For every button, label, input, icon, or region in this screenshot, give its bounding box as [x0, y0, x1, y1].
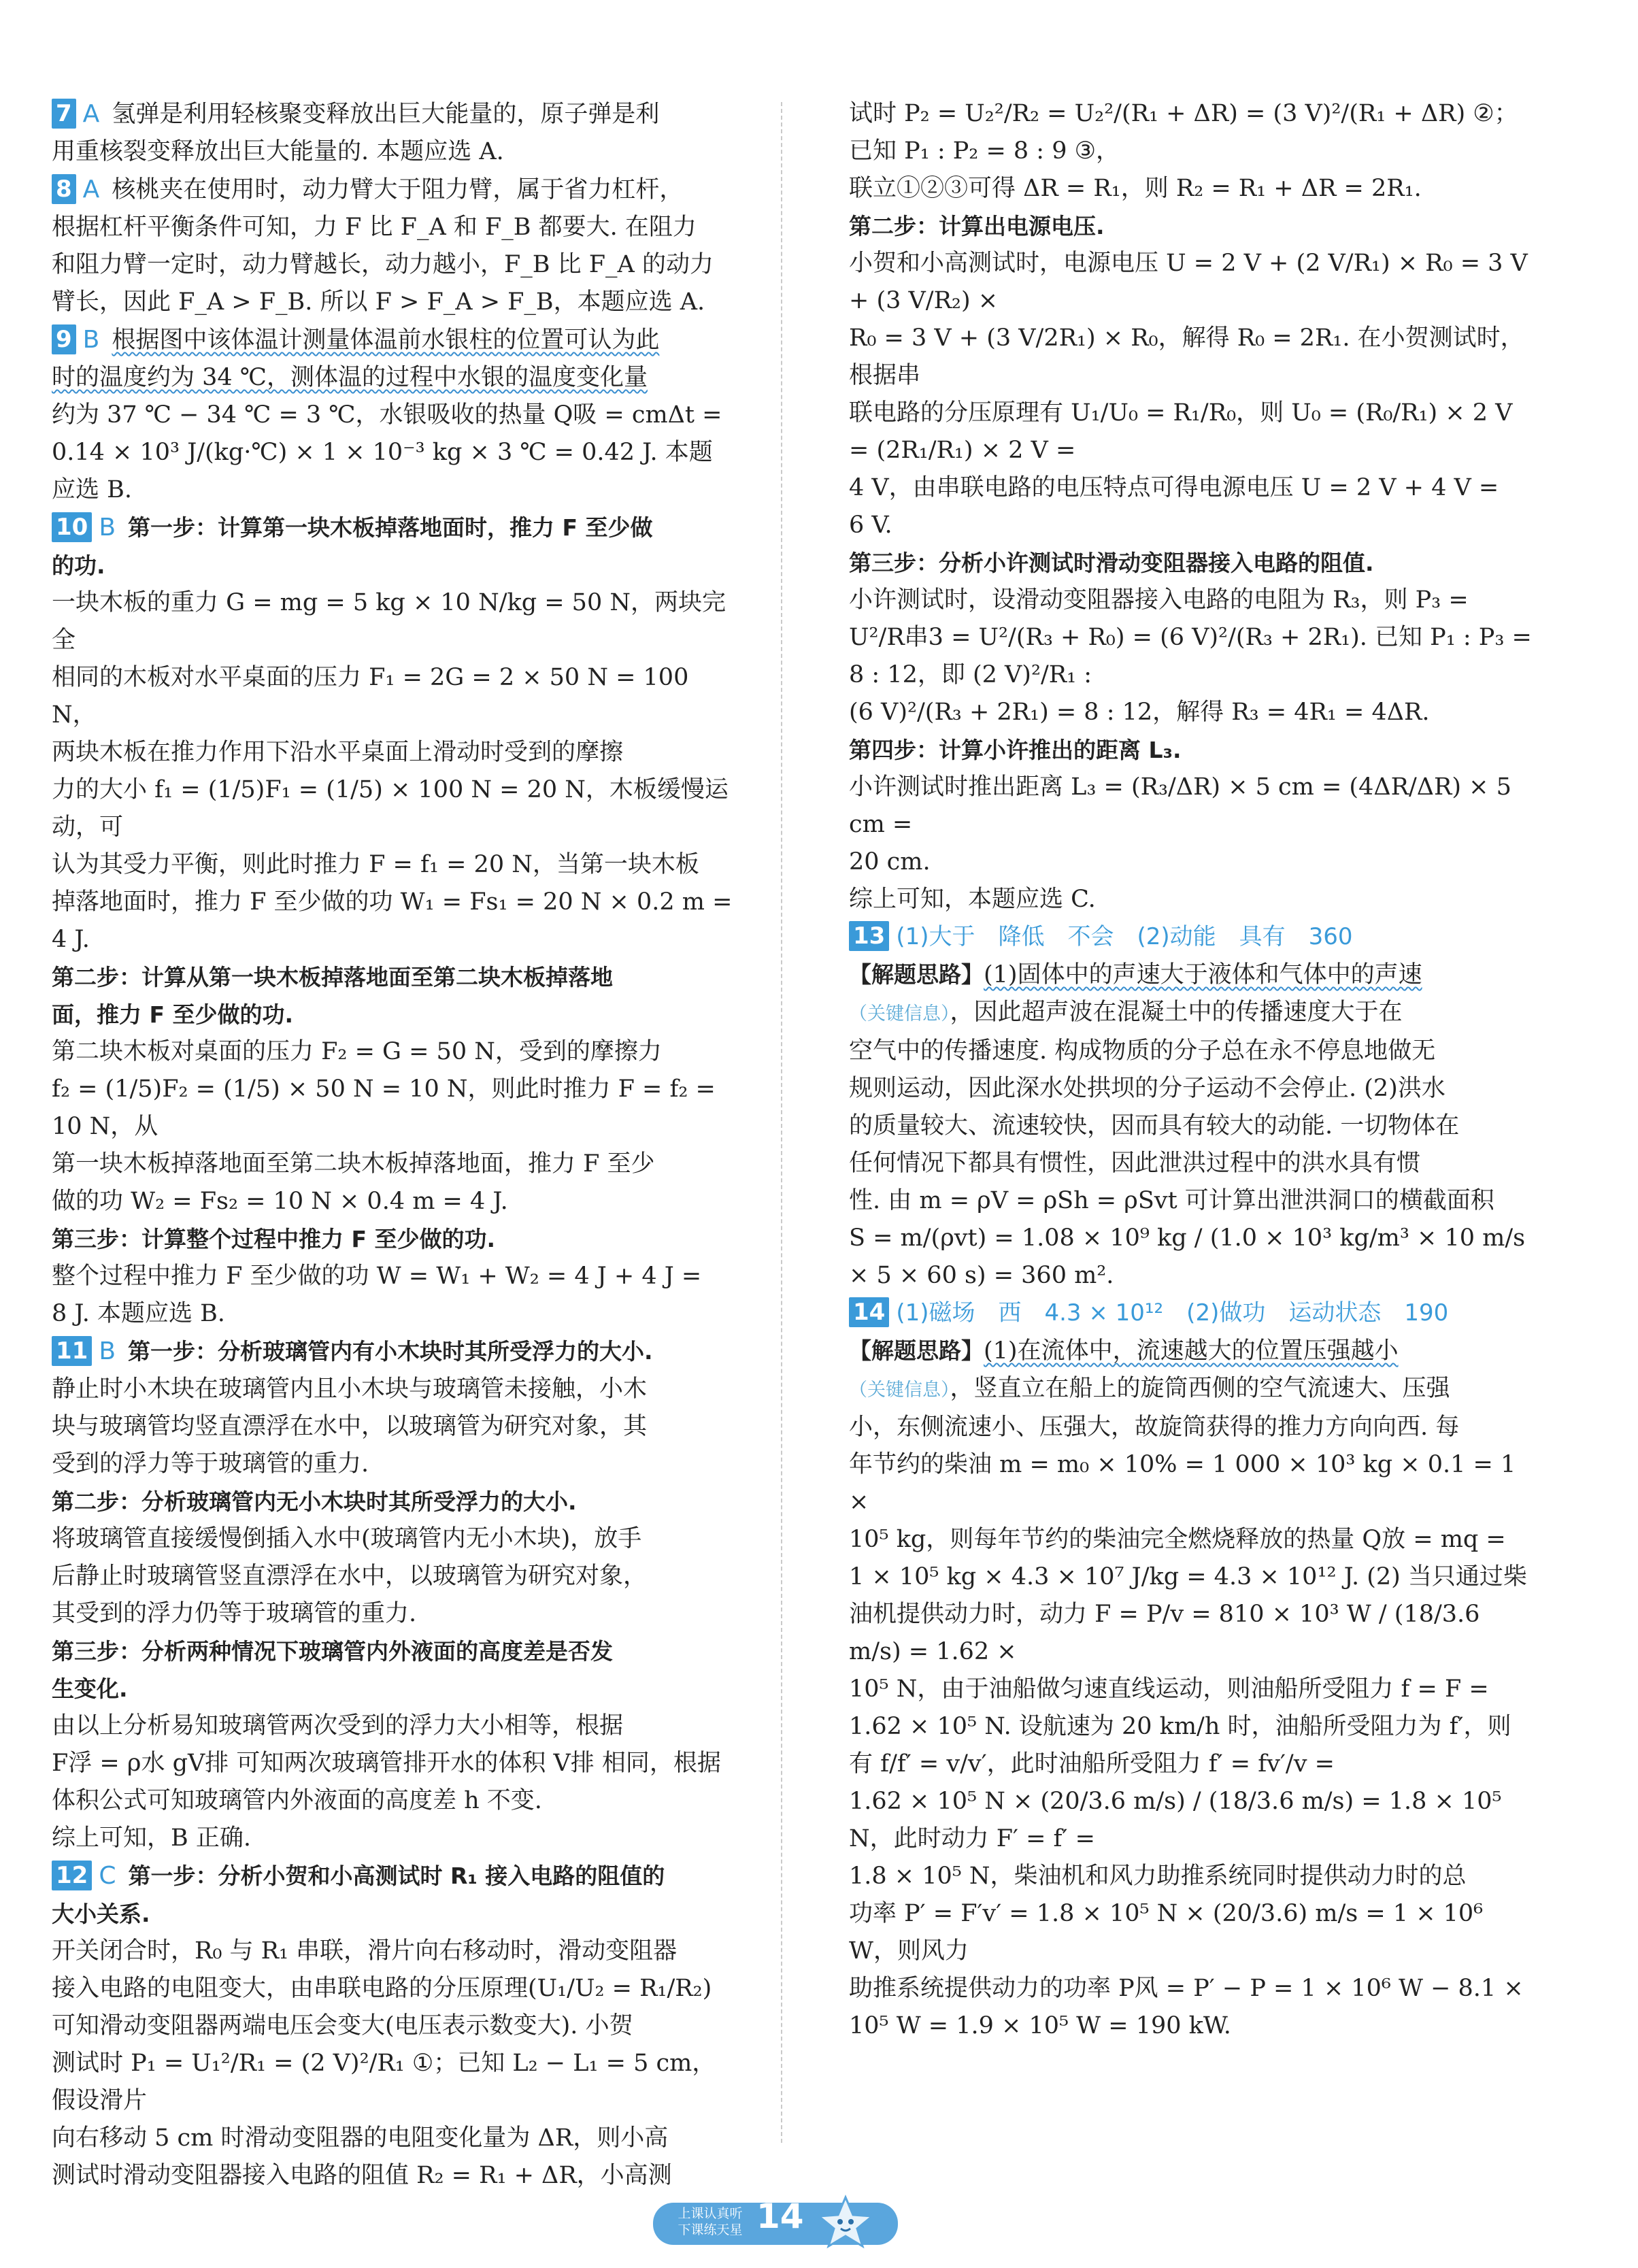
answer-choice: A — [82, 176, 100, 203]
text-line: U²/R串3 = U²/(R₃ + R₀) = (6 V)²/(R₃ + 2R₁). 已知 P₁ : P₃ = 8 : 12，即 (2 V)²/R₁ : — [849, 624, 1532, 688]
key-info-tag: （关键信息） — [849, 1003, 950, 1024]
text-line: 10⁵ kg，则每年节约的柴油完全燃烧释放的热量 Q放 = mq = — [849, 1526, 1506, 1553]
solution-label: 【解题思路】 — [849, 961, 984, 988]
text-line: 综上可知，B 正确. — [52, 1824, 251, 1852]
text-line: 小贺和小高测试时，电源电压 U = 2 V + (2 V/R₁) × R₀ = 3 V + (3 V/R₂) × — [849, 250, 1528, 314]
slogan-line: 上课认真听 — [678, 2206, 743, 2221]
answer-item-12-continued — [849, 95, 1537, 918]
text-line: 功率 P′ = F′v′ = 1.8 × 10⁵ N × (20/3.6) m/s = 1 × 10⁶ W，则风力 — [849, 1900, 1484, 1965]
text-line: 有 f/f′ = v/v′，此时油船所受阻力 f′ = fv′/v = — [849, 1750, 1335, 1778]
text-line: 相同的木板对水平桌面的压力 F₁ = 2G = 2 × 50 N = 100 N， — [52, 664, 689, 729]
text-line: 6 V. — [849, 512, 892, 539]
text-line: ，因此超声波在混凝土中的传播速度大于在 — [950, 999, 1403, 1026]
text-line: 10⁵ N，由于油船做匀速直线运动，则油船所受阻力 f = F = — [849, 1675, 1489, 1703]
text-line: 认为其受力平衡，则此时推力 F = f₁ = 20 N，当第一块木板 — [52, 851, 699, 878]
step-heading: 第二步：计算出电源电压. — [849, 213, 1105, 239]
answer-item-10 — [52, 509, 739, 1333]
text-line: 后静止时玻璃管竖直漂浮在水中，以玻璃管为研究对象， — [52, 1563, 648, 1590]
question-number: 11 — [52, 1336, 92, 1366]
answer-item-14 — [849, 1295, 1537, 2045]
page-number: 14 — [756, 2197, 804, 2236]
text-line: 第二块木板对桌面的压力 F₂ = G = 50 N，受到的摩擦力 — [52, 1038, 662, 1065]
text-line: 应选 B. — [52, 476, 132, 503]
answer-choice: B — [82, 326, 100, 354]
slogan-line: 下课练天星 — [678, 2222, 743, 2237]
text-line: 综上可知，本题应选 C. — [849, 886, 1096, 913]
text-line: 空气中的传播速度. 构成物质的分子总在永不停息地做无 — [849, 1037, 1436, 1065]
step-heading: 第二步：分析玻璃管内无小木块时其所受浮力的大小. — [52, 1488, 577, 1515]
step-heading: 第一步：分析玻璃管内有小木块时其所受浮力的大小. — [128, 1338, 653, 1365]
text-line: 根据杠杆平衡条件可知，力 F 比 F_A 和 F_B 都要大. 在阻力 — [52, 214, 697, 241]
step-heading: 第三步：分析两种情况下玻璃管内外液面的高度差是否发 — [52, 1638, 613, 1665]
text-line: S = m/(ρvt) = 1.08 × 10⁹ kg / (1.0 × 10³ kg/m³ × 10 m/s × 5 × 60 s) = 360 m². — [849, 1224, 1526, 1289]
text-line: 块与玻璃管均竖直漂浮在水中，以玻璃管为研究对象，其 — [52, 1413, 648, 1440]
answer-choice: A — [82, 100, 100, 128]
right-column — [849, 95, 1537, 2045]
text-line: 氢弹是利用轻核聚变释放出巨大能量的，原子弹是利 — [112, 101, 660, 128]
question-number: 8 — [52, 174, 76, 204]
text-line: 核桃夹在使用时，动力臂大于阻力臂，属于省力杠杆， — [112, 176, 684, 203]
question-number: 12 — [52, 1861, 92, 1890]
step-heading: 第三步：计算整个过程中推力 F 至少做的功. — [52, 1226, 496, 1252]
step-heading: 大小关系. — [52, 1901, 150, 1927]
text-line: 0.14 × 10³ J/(kg·℃) × 1 × 10⁻³ kg × 3 ℃ = 0.42 J. 本题 — [52, 439, 713, 466]
text-line: 体积公式可知玻璃管内外液面的高度差 h 不变. — [52, 1787, 542, 1814]
step-heading: 第四步：计算小许推出的距离 L₃. — [849, 737, 1182, 763]
question-number: 10 — [52, 512, 92, 542]
text-line: 向右移动 5 cm 时滑动变阻器的电阻变化量为 ΔR，则小高 — [52, 2124, 669, 2152]
text-line: 由以上分析易知玻璃管两次受到的浮力大小相等，根据 — [52, 1712, 624, 1739]
star-mascot-icon — [808, 2195, 883, 2252]
question-number: 7 — [52, 99, 76, 129]
text-line: 规则运动，因此深水处拱坝的分子运动不会停止. (2)洪水 — [849, 1075, 1445, 1102]
text-line: 约为 37 ℃ − 34 ℃ = 3 ℃，水银吸收的热量 Q吸 = cmΔt = — [52, 401, 722, 429]
text-line: 一块木板的重力 G = mg = 5 kg × 10 N/kg = 50 N，两块完全 — [52, 589, 726, 654]
text-line: 联立①②③可得 ΔR = R₁，则 R₂ = R₁ + ΔR = 2R₁. — [849, 175, 1422, 202]
text-line: 时的温度约为 34 ℃，测体温的过程中水银的温度变化量 — [52, 364, 648, 391]
text-line: 1.62 × 10⁵ N × (20/3.6 m/s) / (18/3.6 m/s) = 1.8 × 10⁵ N，此时动力 F′ = f′ = — [849, 1788, 1502, 1852]
text-line: 小许测试时，设滑动变阻器接入电路的电阻为 R₃，则 P₃ = — [849, 586, 1469, 614]
text-line: 臂长，因此 F_A > F_B. 所以 F > F_A > F_B，本题应选 A. — [52, 288, 705, 316]
text-line: F浮 = ρ水 gV排 可知两次玻璃管排开水的体积 V排 相同，根据 — [52, 1750, 721, 1777]
text-line: 用重核裂变释放出巨大能量的. 本题应选 A. — [52, 138, 504, 165]
text-line: 4 V，由串联电路的电压特点可得电源电压 U = 2 V + 4 V = — [849, 474, 1499, 501]
answer-item-12 — [52, 1857, 739, 2195]
text-line: 将玻璃管直接缓慢倒插入水中(玻璃管内无小木块)，放手 — [52, 1525, 642, 1552]
text-line: 掉落地面时，推力 F 至少做的功 W₁ = Fs₁ = 20 N × 0.2 m = — [52, 888, 733, 916]
text-line: 测试时滑动变阻器接入电路的阻值 R₂ = R₁ + ΔR，小高测 — [52, 2162, 672, 2189]
column-divider — [781, 102, 782, 2143]
text-line: 助推系统提供动力的功率 P风 = P′ − P = 1 × 10⁶ W − 8.1 × — [849, 1975, 1524, 2002]
text-line: 其受到的浮力仍等于玻璃管的重力. — [52, 1600, 417, 1627]
page-footer — [653, 2195, 985, 2249]
step-heading: 的功. — [52, 552, 105, 579]
text-line: 根据图中该体温计测量体温前水银柱的位置可认为此 — [112, 327, 660, 354]
text-line: 可知滑动变阻器两端电压会变大(电压表示数变大). 小贺 — [52, 2012, 633, 2039]
text-line: 4 J. — [52, 926, 90, 953]
text-line: 油机提供动力时，动力 F = P/v = 810 × 10³ W / (18/3.6 m/s) = 1.62 × — [849, 1601, 1480, 1665]
step-heading: 生变化. — [52, 1675, 128, 1702]
text-line: 静止时小木块在玻璃管内且小木块与玻璃管未接触，小木 — [52, 1375, 648, 1403]
footer-slogan — [669, 2205, 751, 2238]
answer-choice: B — [99, 1337, 116, 1365]
step-heading: 第二步：计算从第一块木板掉落地面至第二块木板掉落地 — [52, 964, 613, 990]
text-line: 1.62 × 10⁵ N. 设航速为 20 km/h 时，油船所受阻力为 f′，则 — [849, 1713, 1511, 1740]
answer-choice: B — [99, 514, 116, 541]
text-line: 两块木板在推力作用下沿水平桌面上滑动时受到的摩擦 — [52, 739, 624, 766]
text-line: 小，东侧流速小、压强大，故旋筒获得的推力方向向西. 每 — [849, 1414, 1460, 1441]
text-line: 1 × 10⁵ kg × 4.3 × 10⁷ J/kg = 4.3 × 10¹² J. (2) 当只通过柴 — [849, 1563, 1527, 1590]
key-info-tag: （关键信息） — [849, 1380, 950, 1401]
text-line: 性. 由 m = ρV = ρSh = ρSvt 可计算出泄洪洞口的横截面积 — [849, 1187, 1494, 1214]
answer-choice: C — [99, 1862, 116, 1890]
question-number: 14 — [849, 1297, 889, 1327]
text-line: 开关闭合时，R₀ 与 R₁ 串联，滑片向右移动时，滑动变阻器 — [52, 1937, 678, 1965]
text-line: 年节约的柴油 m = m₀ × 10% = 1 000 × 10³ kg × 0.1 = 1 × — [849, 1451, 1516, 1516]
solution-label: 【解题思路】 — [849, 1337, 984, 1364]
text-line: 1.8 × 10⁵ N，柴油机和风力助推系统同时提供动力时的总 — [849, 1863, 1467, 1890]
text-line: R₀ = 3 V + (3 V/2R₁) × R₀，解得 R₀ = 2R₁. 在小贺测试时，根据串 — [849, 324, 1524, 389]
text-line: 的质量较大、流速较快，因而具有较大的动能. 一切物体在 — [849, 1112, 1460, 1139]
text-line: 试时 P₂ = U₂²/R₂ = U₂²/(R₁ + ΔR) = (3 V)²/(R₁ + ΔR) ②；已知 P₁ : P₂ = 8 : 9 ③， — [849, 100, 1518, 165]
text-line: 和阻力臂一定时，动力臂越长，动力越小，F_B 比 F_A 的动力 — [52, 251, 714, 278]
text-line: 做的功 W₂ = Fs₂ = 10 N × 0.4 m = 4 J. — [52, 1188, 508, 1215]
answer-item-8 — [52, 171, 739, 321]
text-line: (1)在流体中，流速越大的位置压强越小 — [984, 1337, 1399, 1365]
step-heading: 面，推力 F 至少做的功. — [52, 1001, 294, 1028]
answer-item-11 — [52, 1333, 739, 1857]
text-line: (1)固体中的声速大于液体和气体中的声速 — [984, 961, 1422, 988]
text-line: 测试时 P₁ = U₁²/R₁ = (2 V)²/R₁ ①；已知 L₂ − L₁ = 5 cm，假设滑片 — [52, 2050, 716, 2114]
text-line: ，竖直立在船上的旋筒西侧的空气流速大、压强 — [950, 1375, 1450, 1402]
step-heading: 第三步：分析小许测试时滑动变阻器接入电路的阻值. — [849, 550, 1374, 576]
step-heading: 第一步：分析小贺和小高测试时 R₁ 接入电路的阻值的 — [128, 1863, 665, 1889]
text-line: (6 V)²/(R₃ + 2R₁) = 8 : 12，解得 R₃ = 4R₁ = 4ΔR. — [849, 699, 1430, 726]
text-line: 8 J. 本题应选 B. — [52, 1300, 225, 1327]
text-line: 接入电路的电阻变大，由串联电路的分压原理(U₁/U₂ = R₁/R₂) — [52, 1975, 712, 2002]
text-line: 力的大小 f₁ = (1/5)F₁ = (1/5) × 100 N = 20 N，木板缓慢运动，可 — [52, 776, 729, 841]
text-line: 10⁵ W = 1.9 × 10⁵ W = 190 kW. — [849, 2012, 1231, 2039]
text-line: 受到的浮力等于玻璃管的重力. — [52, 1450, 369, 1478]
text-line: 第一块木板掉落地面至第二块木板掉落地面，推力 F 至少 — [52, 1150, 655, 1178]
text-line: 20 cm. — [849, 848, 931, 875]
left-column — [52, 95, 739, 2195]
step-heading: 第一步：计算第一块木板掉落地面时，推力 F 至少做 — [128, 514, 653, 541]
question-number: 9 — [52, 324, 76, 354]
question-number: 13 — [849, 921, 889, 951]
text-line: 任何情况下都具有惯性，因此泄洪过程中的洪水具有惯 — [849, 1150, 1421, 1177]
answer-item-7 — [52, 95, 739, 171]
answer-text: (1)大于 降低 不会 (2)动能 具有 360 — [896, 923, 1353, 950]
text-line: 整个过程中推力 F 至少做的功 W = W₁ + W₂ = 4 J + 4 J = — [52, 1263, 702, 1290]
text-line: 小许测试时推出距离 L₃ = (R₃/ΔR) × 5 cm = (4ΔR/ΔR) × 5 cm = — [849, 773, 1511, 838]
answer-item-9 — [52, 321, 739, 509]
text-line: f₂ = (1/5)F₂ = (1/5) × 50 N = 10 N，则此时推力 F = f₂ = 10 N，从 — [52, 1075, 716, 1140]
text-line: 联电路的分压原理有 U₁/U₀ = R₁/R₀，则 U₀ = (R₀/R₁) × 2 V = (2R₁/R₁) × 2 V = — [849, 399, 1513, 464]
answer-item-13 — [849, 918, 1537, 1295]
answer-text: (1)磁场 西 4.3 × 10¹² (2)做功 运动状态 190 — [896, 1299, 1449, 1327]
